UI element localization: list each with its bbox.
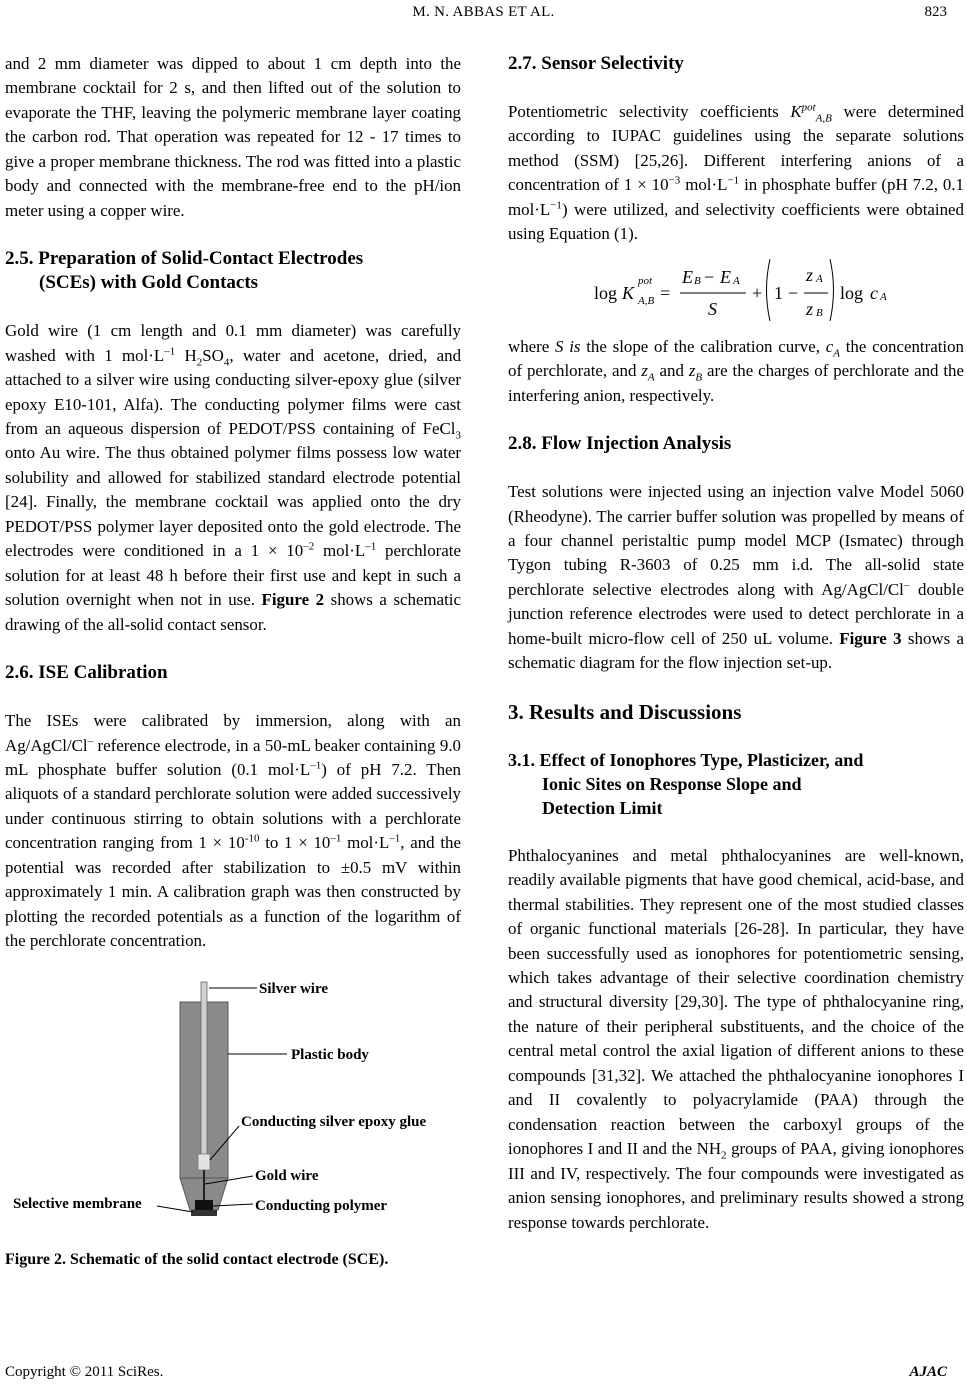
figure-2-ref: Figure 2 [261,590,325,610]
heading-3-1-line2: Ionic Sites on Response Slope and [542,773,802,794]
heading-2-5: 2.5. Preparation of Solid-Contact Electrodes [5,248,364,270]
label-epoxy-glue: Conducting silver epoxy glue [241,1113,427,1130]
electrode-schematic [5,974,461,1238]
paragraph-gold-wire: Gold wire (1 cm length and 0.1 mm diameter) was carefully washed with 1 $mol\cdot L^{-1}$ $H_2SO_4$, water and acetone, dried, and attached to a silver wire using conducting silver-epoxy glue (silver epoxy E10-101, Alfa). The conducting polymer films were cast from an aqueous dispersion of PEDOT/PSS containing of FeCl$_3$ onto Au wire. The thus obtained polymer films possess low water solubility and allowed for stabilized standard electrode potential [24]. Finally, the membrane cocktail was applied onto the dry PEDOT/PSS polymer layer deposited onto the gold electrode. The electrodes were conditioned in a $1 \times 10^{-2}$ $mol\cdot L^{-1}$ perchlorate solution for at least 48 h before their first use and kept in such a solution overnight when not in use. Figure 2 shows a schematic drawing of the all-solid contact sensor. [5,321,462,634]
running-head: M. N. ABBAS ET AL. [412,4,555,20]
paragraph-calibration: The ISEs were calibrated by immersion, along with an Ag/AgCl/Cl– reference electrode, in a 50-mL beaker containing 9.0 mL phosphate buffer solution (0.1 $mol\cdot L^{-1}$) of pH 7.2. Then aliquots of a standard perchlorate solution were added successively under continuous stirring to obtain solutions with a perchlorate concentration ranging from $1 \times 10^{-10}$ to $1 \times 10^{-1}$ $mol\cdot L^{-1}$, and the potential was recorded after stabilization to ±0.5 mV within approximately 1 min. A calibration graph was then constructed by plotting the recorded potentials as a function of the logarithm of the perchlorate concentration. [5,711,461,951]
heading-3-1-line3: Detection Limit [542,797,663,818]
equation-1: log K pot A,B = E B − E A S + 1 − z A z B log c A [508,255,964,325]
label-silver-wire: Silver wire [259,980,329,997]
equation-rules [508,255,964,325]
paragraph-membrane: and 2 mm diameter was dipped to about 1 cm depth into the membrane cocktail for 2 s, and then lifted out of the solution to evaporate the THF, leaving the polymeric membrane layer coating the carbon rod. That operation was repeated for 12 - 17 times to give a proper membrane thickness. The rod was fitted into a plastic body and connected with the membrane-free end to the pH/ion meter using a copper wire. [5,54,461,220]
paragraph-where: where S is the slope of the calibration curve, $c_A$ the concentration of perchlorate, and $z_A$ and $z_B$ are the charges of perchlorate and the interfering anion, respectively. [508,336,964,405]
left-column [5,52,462,1268]
heading-2-6: 2.6. ISE Calibration [5,662,168,684]
heading-3: 3. Results and Discussions [508,699,742,724]
label-gold-wire: Gold wire [255,1167,319,1184]
right-column [508,52,964,1235]
heading-2-5-cont: (SCEs) with Gold Contacts [39,272,259,294]
page-number: 823 [924,4,947,20]
heading-2-8: 2.8. Flow Injection Analysis [508,433,732,455]
paragraph-selectivity: Potentiometric selectivity coefficients $K^{pot}_{A,B}$ were determined according to IUPAC guidelines using the separate solutions method (SSM) [25,26]. Different interfering anions of a concentration of $1 \times 10^{-3}$ $mol\cdot L^{-1}$ in phosphate buffer (pH 7.2, 0.1 $mol\cdot L^{-1}$) were utilized, and selectivity coefficients were obtained using Equation (1). [508,101,964,244]
paragraph-phthalocyanines: Phthalocyanines and metal phthalocyanines are well-known, readily available pigments that have good chemical, acid-base, and thermal stabilities. They represent one of the most studied classes of organic functional materials [26-28]. In particular, they have been successfully used as ionophores for potentiometric sensing, which takes advantage of their selective coordination chemistry and structural diversity [29,30]. The type of phthalocyanine ring, the nature of their peripheral substituents, and the choice of the central metal control the axial ligation of different anions to these compounds [31,32]. We attached the phthalocyanine ionophores I and II covalently to polyacrylamide (PAA) through the condensation reaction between the carboxyl groups of the ionophores I and II and the $NH_2$ groups of PAA, giving ionophores III and IV, respectively. The four compounds were investigated as anion sensing ionophores, and preliminary results showed a strong response towards perchlorate. [508,845,965,1232]
label-plastic-body: Plastic body [291,1046,369,1063]
figure-2 [5,974,461,1268]
label-selective-membrane: Selective membrane [13,1195,142,1212]
heading-3-1: 3.1. Effect of Ionophores Type, Plasticizer, and [508,749,864,770]
paragraph-flow-injection: Test solutions were injected using an injection valve Model 5060 (Rheodyne). The carrier buffer solution was propelled by means of a four channel peristaltic pump model MCP (Ismatec) through Tygon tubing R-3603 of 0.25 mm i.d. The all-solid state perchlorate selective electrodes along with Ag/AgCl/Cl– double junction reference electrodes were used to detect perchlorate in a home-built micro-flow cell of 250 uL volume. Figure 3 shows a schematic diagram for the flow injection set-up. [508,482,964,673]
figure-3-ref: Figure 3 [839,628,902,648]
copyright: Copyright © 2011 SciRes. [5,1364,164,1380]
journal-abbrev: AJAC [909,1364,947,1380]
label-conducting-polymer: Conducting polymer [255,1197,388,1214]
figure-2-caption: Figure 2. Schematic of the solid contact electrode (SCE). [5,1250,389,1268]
heading-2-7: 2.7. Sensor Selectivity [508,53,684,74]
